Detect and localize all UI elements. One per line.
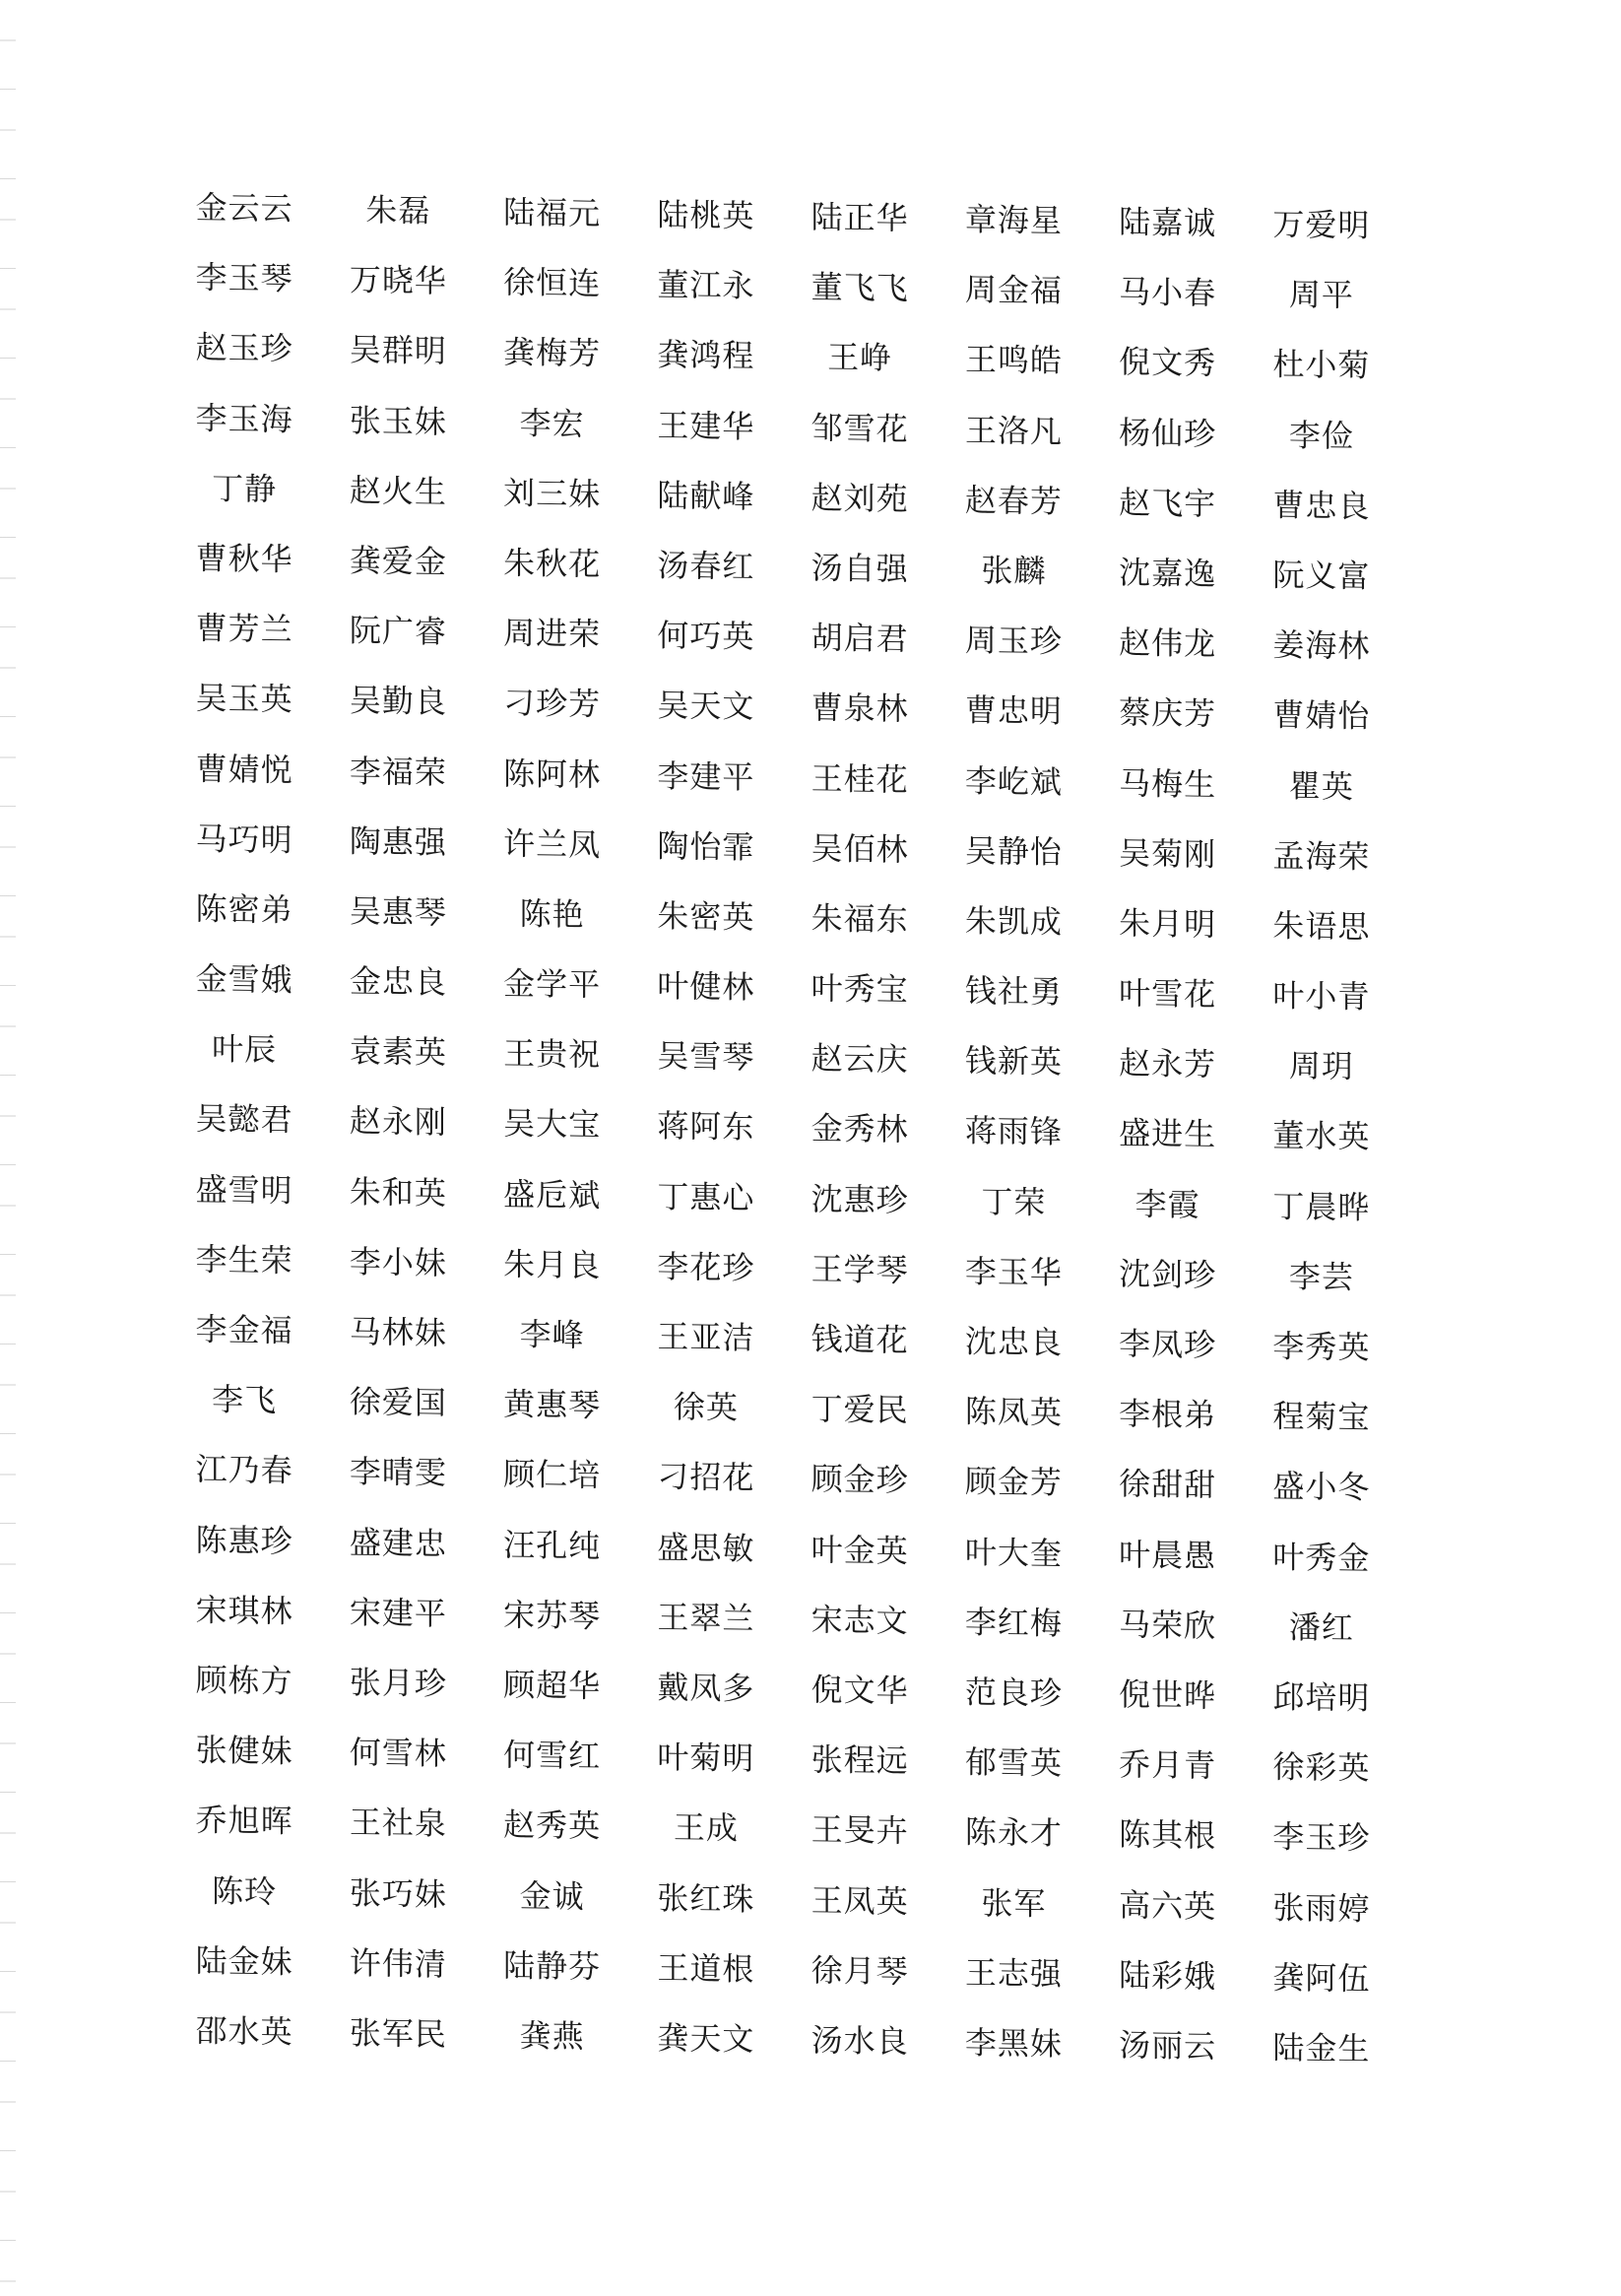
name-cell: 叶大奎 [964, 1533, 1063, 1572]
name-cell: 钱道花 [810, 1320, 909, 1359]
name-cell: 邱培明 [1272, 1677, 1371, 1718]
name-cell: 张军民 [349, 2013, 447, 2054]
name-cell: 李玉珍 [1272, 1817, 1371, 1858]
name-cell: 徐恒连 [503, 263, 602, 303]
name-cell: 马巧明 [195, 820, 293, 859]
name-cell: 徐爱国 [349, 1383, 447, 1422]
name-cell: 周玥 [1288, 1047, 1354, 1086]
name-cell: 陆献峰 [657, 476, 755, 516]
name-cell: 何巧英 [657, 616, 755, 656]
name-cell: 龚天文 [657, 2018, 755, 2059]
name-cell: 陆桃英 [657, 195, 755, 235]
name-cell: 陆福元 [503, 193, 602, 232]
name-cell: 陶惠强 [349, 821, 447, 862]
name-cell: 戴凤多 [657, 1668, 755, 1708]
name-cell: 沈惠珍 [810, 1179, 909, 1219]
name-cell: 蒋阿东 [657, 1107, 755, 1147]
name-cell: 刘三妹 [503, 474, 602, 513]
name-cell: 曹秋华 [195, 539, 293, 578]
name-cell: 金雪娥 [195, 959, 293, 1000]
name-cell: 蔡庆芳 [1119, 693, 1217, 734]
name-cell: 董水英 [1272, 1117, 1371, 1156]
name-cell: 周平 [1288, 276, 1354, 315]
name-cell: 李根弟 [1119, 1395, 1217, 1434]
name-cell: 姜海林 [1272, 625, 1371, 666]
name-cell: 吴玉英 [195, 679, 293, 719]
name-cell: 王亚洁 [657, 1317, 755, 1357]
name-cell: 朱月明 [1119, 904, 1217, 944]
name-cell: 沈嘉逸 [1119, 554, 1217, 593]
name-cell: 陆静芬 [503, 1946, 602, 1986]
name-cell: 王学琴 [810, 1250, 909, 1289]
name-cell: 金秀林 [810, 1109, 909, 1149]
name-cell: 倪世晔 [1119, 1675, 1217, 1715]
name-cell: 张麟 [981, 551, 1047, 590]
name-cell: 阮义富 [1272, 556, 1371, 596]
name-cell: 李生荣 [195, 1240, 293, 1279]
name-cell: 王成 [673, 1808, 739, 1848]
name-cell: 徐彩英 [1272, 1747, 1371, 1788]
name-cell: 杨仙珍 [1119, 413, 1217, 453]
scan-edge-artifact [0, 0, 16, 2296]
name-cell: 龚阿伍 [1272, 1958, 1371, 1998]
name-cell: 陶怡霏 [657, 826, 755, 867]
name-cell: 李金福 [195, 1310, 293, 1350]
name-cell: 李花珍 [657, 1247, 755, 1287]
name-cell: 徐月琴 [810, 1950, 909, 1991]
name-cell: 叶秀宝 [810, 969, 909, 1009]
name-cell: 宋苏琴 [503, 1596, 602, 1635]
name-cell: 李飞 [212, 1380, 278, 1419]
name-cell: 黄惠琴 [503, 1385, 602, 1425]
name-cell: 顾栋方 [195, 1661, 293, 1700]
name-cell: 丁爱民 [810, 1390, 909, 1430]
name-cell: 吴雪琴 [657, 1037, 755, 1077]
name-cell: 叶金英 [810, 1530, 909, 1570]
name-cell: 朱和英 [349, 1172, 447, 1213]
name-cell: 汤自强 [810, 549, 909, 588]
name-cell: 陈玲 [212, 1871, 278, 1911]
name-cell: 钱新英 [964, 1041, 1063, 1082]
name-list-grid [167, 187, 1398, 2100]
name-cell: 周玉珍 [964, 621, 1063, 661]
name-cell: 江乃春 [195, 1450, 293, 1490]
name-cell: 赵秀英 [503, 1805, 602, 1846]
name-cell: 王翠兰 [657, 1598, 755, 1638]
name-cell: 王社泉 [349, 1804, 447, 1843]
name-cell: 李福荣 [349, 752, 447, 791]
name-cell: 顾金珍 [810, 1460, 909, 1500]
name-cell: 陆嘉诚 [1119, 203, 1217, 242]
name-cell: 李玉海 [195, 399, 293, 438]
name-cell: 顾仁培 [503, 1455, 602, 1495]
name-cell: 张程远 [810, 1740, 909, 1780]
name-cell: 李玉华 [964, 1252, 1063, 1292]
name-cell: 李红梅 [964, 1603, 1063, 1643]
name-cell: 章海星 [964, 200, 1063, 240]
name-cell: 赵飞宇 [1119, 483, 1217, 523]
name-cell: 李凤珍 [1119, 1325, 1217, 1364]
name-cell: 曹忠明 [964, 691, 1063, 731]
name-cell: 徐英 [673, 1388, 739, 1427]
name-cell: 李晴雯 [349, 1453, 447, 1492]
name-cell: 盛思敏 [657, 1528, 755, 1567]
name-cell: 吴菊刚 [1119, 833, 1217, 874]
name-cell: 叶辰 [212, 1029, 278, 1069]
name-cell: 龚爱金 [349, 541, 447, 581]
name-cell: 王建华 [657, 406, 755, 445]
name-cell: 吴勤良 [349, 682, 447, 721]
name-cell: 丁静 [212, 469, 278, 508]
name-cell: 盛雪明 [195, 1170, 293, 1210]
name-cell: 李小妹 [349, 1242, 447, 1282]
name-cell: 汤水良 [810, 2021, 909, 2061]
name-cell: 周金福 [964, 270, 1063, 310]
name-cell: 李黑妹 [964, 2023, 1063, 2064]
name-cell: 胡启君 [810, 619, 909, 658]
name-cell: 叶小青 [1272, 976, 1371, 1017]
name-cell: 陈艳 [519, 894, 585, 934]
name-cell: 刁招花 [657, 1458, 755, 1497]
name-cell: 杜小菊 [1272, 346, 1371, 385]
name-cell: 张军 [981, 1883, 1047, 1923]
name-cell: 李玉琴 [195, 258, 293, 298]
name-cell: 宋建平 [349, 1593, 447, 1633]
name-cell: 吴群明 [349, 331, 447, 370]
name-cell: 马梅生 [1119, 763, 1217, 804]
name-cell: 高六英 [1119, 1885, 1217, 1926]
name-cell: 董江永 [657, 266, 755, 305]
name-cell: 陈其根 [1119, 1815, 1217, 1856]
name-cell: 赵云庆 [810, 1039, 909, 1080]
name-cell: 汪孔纯 [503, 1525, 602, 1565]
name-cell: 金诚 [519, 1876, 585, 1916]
name-cell: 乔旭晖 [195, 1801, 293, 1841]
name-cell: 陆彩娥 [1119, 1955, 1217, 1996]
name-cell: 吴静怡 [964, 831, 1063, 871]
name-cell: 王鸣皓 [964, 341, 1063, 380]
name-cell: 赵伟龙 [1119, 623, 1217, 663]
name-cell: 叶菊明 [657, 1738, 755, 1778]
name-cell: 瞿英 [1288, 766, 1354, 806]
name-cell: 徐甜甜 [1119, 1465, 1217, 1505]
name-cell: 孟海荣 [1272, 836, 1371, 876]
name-cell: 倪文华 [810, 1671, 909, 1710]
name-cell: 潘红 [1288, 1607, 1354, 1647]
name-cell: 赵春芳 [964, 481, 1063, 521]
name-cell: 丁惠心 [657, 1177, 755, 1216]
name-cell: 乔月青 [1119, 1745, 1217, 1785]
name-cell: 马林妹 [349, 1312, 447, 1352]
name-cell: 赵永芳 [1119, 1044, 1217, 1083]
name-cell: 陈密弟 [195, 889, 293, 929]
name-cell: 程菊宝 [1272, 1397, 1371, 1437]
name-cell: 曹泉林 [810, 689, 909, 729]
name-cell: 盛卮斌 [503, 1174, 602, 1214]
name-cell: 金学平 [503, 964, 602, 1004]
name-cell: 张玉妹 [349, 401, 447, 441]
name-cell: 王洛凡 [964, 411, 1063, 450]
name-cell: 蒋雨锋 [964, 1112, 1063, 1151]
name-cell: 许兰凤 [503, 824, 602, 864]
name-cell: 叶雪花 [1119, 974, 1217, 1014]
name-cell: 王道根 [657, 1948, 755, 1989]
name-cell: 李霞 [1135, 1185, 1200, 1224]
name-cell: 赵刘苑 [810, 479, 909, 518]
name-cell: 沈剑珍 [1119, 1254, 1217, 1294]
name-cell: 张健妹 [195, 1731, 293, 1771]
name-cell: 盛小冬 [1272, 1468, 1371, 1507]
name-cell: 朱秋花 [503, 544, 602, 583]
name-cell: 叶健林 [657, 966, 755, 1007]
name-cell: 陆金生 [1272, 2028, 1371, 2068]
name-cell: 张巧妹 [349, 1873, 447, 1913]
name-cell: 刁珍芳 [503, 684, 602, 724]
name-cell: 陈凤英 [964, 1392, 1063, 1432]
name-cell: 周进荣 [503, 614, 602, 654]
name-cell: 朱磊 [365, 191, 431, 230]
name-cell: 王旻卉 [810, 1810, 909, 1851]
name-cell: 万晓华 [349, 261, 447, 300]
name-cell: 陆正华 [810, 198, 909, 237]
name-cell: 朱福东 [810, 899, 909, 939]
name-cell: 王贵祝 [503, 1034, 602, 1075]
name-cell: 郁雪英 [964, 1742, 1063, 1783]
name-cell: 宋琪林 [195, 1591, 293, 1630]
name-cell: 马荣欣 [1119, 1605, 1217, 1645]
name-cell: 赵火生 [349, 471, 447, 511]
name-cell: 王志强 [964, 1953, 1063, 1993]
name-cell: 顾超华 [503, 1666, 602, 1705]
name-cell: 汤丽云 [1119, 2026, 1217, 2066]
name-cell: 吴天文 [657, 687, 755, 726]
name-cell: 马小春 [1119, 273, 1217, 312]
name-cell: 李建平 [657, 756, 755, 796]
name-cell: 李宏 [519, 404, 585, 443]
name-cell: 顾金芳 [964, 1463, 1063, 1502]
name-cell: 朱语思 [1272, 906, 1371, 947]
name-cell: 阮广睿 [349, 612, 447, 651]
name-cell: 宋志文 [810, 1601, 909, 1640]
name-cell: 陈阿林 [503, 754, 602, 794]
name-cell: 张红珠 [657, 1878, 755, 1918]
name-cell: 叶晨愚 [1119, 1535, 1217, 1575]
name-cell: 倪文秀 [1119, 343, 1217, 383]
name-cell: 范良珍 [964, 1673, 1063, 1713]
name-cell: 王峥 [827, 338, 893, 377]
name-cell: 王凤英 [810, 1880, 909, 1921]
name-cell: 沈忠良 [964, 1322, 1063, 1362]
name-cell: 钱社勇 [964, 971, 1063, 1012]
name-cell: 陈惠珍 [195, 1521, 293, 1560]
name-cell: 李屹斌 [964, 761, 1063, 801]
name-cell: 王桂花 [810, 758, 909, 799]
name-cell: 董飞飞 [810, 268, 909, 308]
name-cell: 吴惠琴 [349, 891, 447, 932]
name-cell: 朱凯成 [964, 901, 1063, 942]
name-cell: 赵玉珍 [195, 328, 293, 368]
name-cell: 邵水英 [195, 2011, 293, 2051]
name-cell: 盛进生 [1119, 1114, 1217, 1154]
name-cell: 盛建忠 [349, 1523, 447, 1563]
name-cell: 赵永刚 [349, 1102, 447, 1142]
name-cell: 张雨婷 [1272, 1888, 1371, 1928]
name-cell: 曹忠良 [1272, 486, 1371, 525]
name-cell: 朱密英 [657, 896, 755, 937]
name-cell: 吴大宝 [503, 1104, 602, 1145]
name-cell: 李俭 [1288, 416, 1354, 455]
name-cell: 吴懿君 [195, 1099, 293, 1140]
name-cell: 龚鸿程 [657, 336, 755, 375]
name-cell: 丁荣 [981, 1182, 1047, 1221]
name-cell: 李秀英 [1272, 1327, 1371, 1367]
name-cell: 叶秀金 [1272, 1538, 1371, 1577]
name-cell: 曹婧怡 [1272, 695, 1371, 736]
name-cell: 万爱明 [1272, 205, 1371, 245]
name-cell: 袁素英 [349, 1032, 447, 1072]
name-cell: 龚燕 [519, 2016, 585, 2056]
name-cell: 李峰 [519, 1315, 585, 1354]
name-cell: 李芸 [1288, 1257, 1354, 1296]
name-cell: 金忠良 [349, 961, 447, 1002]
name-cell: 龚梅芳 [503, 333, 602, 373]
name-cell: 金云云 [195, 188, 293, 229]
name-cell: 陈永才 [964, 1813, 1063, 1853]
name-cell: 邹雪花 [810, 408, 909, 448]
name-cell: 曹婧悦 [195, 749, 293, 789]
name-cell: 朱月良 [503, 1245, 602, 1284]
name-cell: 曹芳兰 [195, 609, 293, 649]
name-cell: 何雪红 [503, 1736, 602, 1776]
name-cell: 何雪林 [349, 1734, 447, 1773]
name-cell: 陆金妹 [195, 1941, 293, 1981]
name-cell: 汤春红 [657, 546, 755, 586]
name-cell: 吴佰林 [810, 828, 909, 869]
name-cell: 许伟清 [349, 1943, 447, 1984]
name-cell: 张月珍 [349, 1663, 447, 1703]
name-cell: 丁晨晔 [1272, 1187, 1371, 1226]
